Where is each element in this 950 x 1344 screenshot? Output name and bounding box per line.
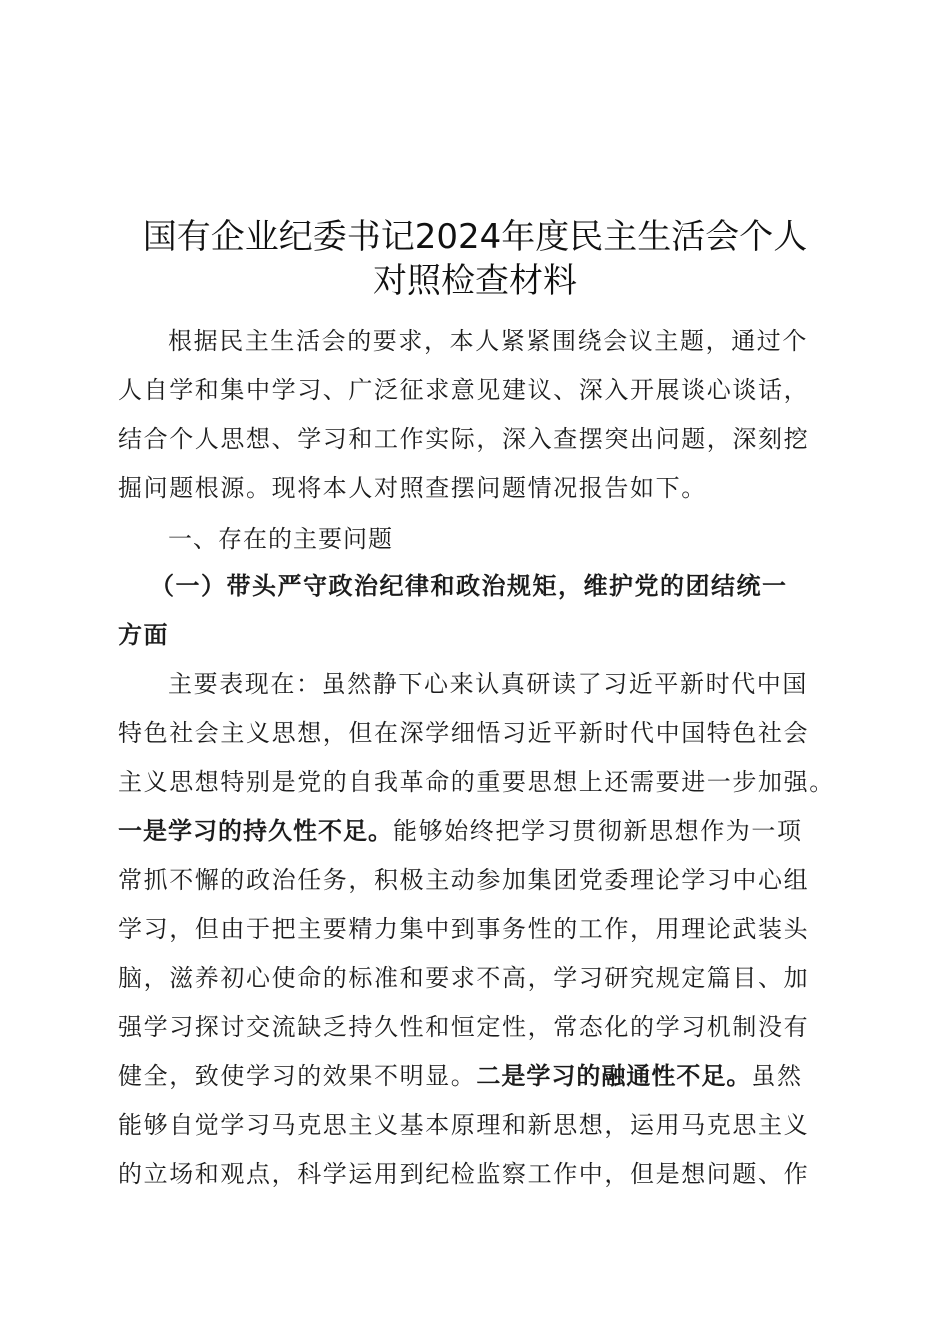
body-line-9-start: 健全，致使学习的效果不明显。 (118, 1062, 477, 1090)
point-two-heading: 二是学习的融通性不足。 (476, 1062, 752, 1090)
intro-line-4: 掘问题根源。现将本人对照查摆问题情况报告如下。 (118, 474, 707, 502)
section-heading: 一、存在的主要问题 (168, 525, 393, 553)
body-line-9-end: 虽然 (751, 1062, 803, 1090)
subsection-heading-line-1: （一）带头严守政治纪律和政治规矩，维护党的团结统一 (150, 572, 788, 600)
body-line-4-text: 能够始终把学习贯彻新思想作为一项 (393, 817, 803, 845)
body-line-6: 学习，但由于把主要精力集中到事务性的工作，用理论武装头 (118, 915, 810, 943)
body-line-10: 能够自觉学习马克思主义基本原理和新思想，运用马克思主义 (118, 1111, 810, 1139)
body-line-11: 的立场和观点，科学运用到纪检监察工作中，但是想问题、作 (118, 1160, 810, 1188)
body-line-1: 主要表现在：虽然静下心来认真研读了习近平新时代中国 (168, 670, 808, 698)
body-line-5: 常抓不懈的政治任务，积极主动参加集团党委理论学习中心组 (118, 866, 810, 894)
intro-line-3: 结合个人思想、学习和工作实际，深入查摆突出问题，深刻挖 (118, 425, 810, 453)
intro-line-1: 根据民主生活会的要求，本人紧紧围绕会议主题，通过个 (168, 327, 808, 355)
body-line-9 (118, 1058, 838, 1094)
point-one-heading: 一是学习的持久性不足。 (118, 817, 393, 845)
document-title-line-1: 国有企业纪委书记2024年度民主生活会个人 (142, 217, 808, 257)
body-line-7: 脑，滋养初心使命的标准和要求不高，学习研究规定篇目、加 (118, 964, 810, 992)
body-line-2: 特色社会主义思想，但在深学细悟习近平新时代中国特色社会 (118, 719, 810, 747)
document-title-line-2: 对照检查材料 (373, 261, 577, 301)
body-line-8: 强学习探讨交流缺乏持久性和恒定性，常态化的学习机制没有 (118, 1013, 810, 1041)
intro-line-2: 人自学和集中学习、广泛征求意见建议、深入开展谈心谈话， (118, 376, 810, 404)
body-line-4 (118, 813, 838, 849)
subsection-heading-line-2: 方面 (118, 621, 169, 649)
body-line-3: 主义思想特别是党的自我革命的重要思想上还需要进一步加强。 (118, 768, 835, 796)
